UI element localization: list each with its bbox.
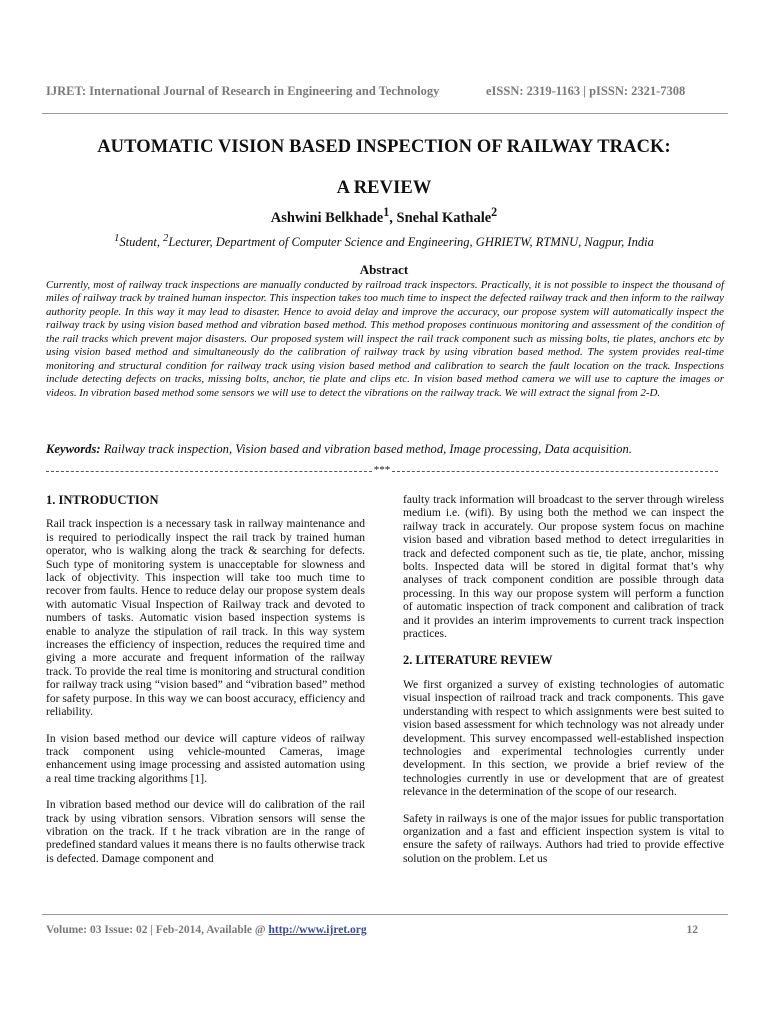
section-separator (46, 462, 718, 478)
title-line-1: AUTOMATIC VISION BASED INSPECTION OF RAILWAY TRACK: (97, 137, 671, 157)
abstract-text: Currently, most of railway track inspections are manually conducted by railroad track inspectors. Practically, it is not possible to inspect the thousand of miles of railway track by trained human inspector. This inspection takes too much time to inspect the defected railway track and then inform to the railway authority people. In this way it may lead to disaster. Hence to avoid delay and improve the accuracy, our propose system will automatically inspect the railway track by using vision based method and vibration based method. This method proposes continuous monitoring and assessment of the condition of the rail tracks which prevent major disasters. Our proposed system will inspect the rail track component such as missing bolts, tie plates, anchors etc by using vision based method and simultaneously do the calibration of railway track by using vibration based method. The system provides real-time monitoring and structural condition for railway track using vision based method and calibration to search the fault location on the track. Inspections include detecting defects on tracks, missing bolts, anchor, tie plate and clips etc. In vision based method camera we will use to capture the images or videos. In vibration based method some sensors we will use to detect the vibrations on the railway track. We will extract the signal from 2-D. (46, 279, 724, 399)
intro-paragraph-3: In vibration based method our device will do calibration of the rail track by using vibration sensors. Vibration sensors will sense the vibration on the track. If t he track vibration are in the range of predefined standard values it means there is no faults otherwise track is defected. Damage component and (46, 799, 365, 865)
header-rule (42, 113, 728, 114)
author-separator: , (389, 209, 397, 226)
author-1: Ashwini Belkhade (270, 209, 384, 226)
right-column (403, 494, 724, 866)
affiliation (0, 233, 768, 250)
intro-paragraph-4: faulty track information will broadcast to the server through wireless medium i.e. (wifi). By using both the method we can inspect the railway track in accurately. Our propose system focus on machine vision based and vibration based method to detect irregularities in track and defected component such as tie, tie plate, anchor, missing bolts. Inspected data will be stored in digital format that’s why analyses of track component condition are possible through data processing. In this way our propose system will perform a function of automatic inspection of track component and calibration of track and it provides an interim improvements to current track inspection practices. (403, 494, 724, 641)
separator-stars: *** (373, 464, 391, 476)
keywords-label: Keywords: (46, 442, 101, 456)
lit-paragraph-2: Safety in railways is one of the major issues for public transportation organization and a fast and efficient inspection system is vital to ensure the safety of railways. Authors had tried to provide effective solution on the problem. Let us (403, 812, 724, 865)
keywords (46, 442, 726, 457)
abstract-heading: Abstract (359, 262, 409, 277)
issn-info: eISSN: 2319-1163 | pISSN: 2321-7308 (486, 84, 686, 98)
literature-review-heading: 2. LITERATURE REVIEW (403, 653, 553, 668)
keywords-text: Railway track inspection, Vision based and vibration based method, Image processing, Data acquisition. (100, 442, 632, 456)
paper-title (0, 127, 768, 209)
page-number: 12 (686, 924, 698, 936)
running-header (46, 84, 726, 99)
affiliation-part-1: Student, (119, 235, 164, 250)
intro-paragraph-1: Rail track inspection is a necessary task in railway maintenance and is required to periodically inspect the rail track by trained human operator, who is walking along the track & searching for defects. Such type of monitoring system is unacceptable for slowness and lack of objectivity. This inspection will take too much time to recover from faults. Hence to reduce delay our propose system deals with automatic Visual Inspection of Railway track and devoted to numbers of tasks. Automatic vision based inspection systems is enable to analyze the stipulation of rail track. In this way system increases the efficiency of inspection, reduces the required time and giving a more accurate and frequent information of the railway track. To provide the real time is monitoring and structural condition for railway track using “vision based” and “vibration based” method for safety purpose. In this way we can boost accuracy, efficiency and reliability. (46, 518, 365, 719)
affiliation-sup-1: 1 (114, 233, 120, 244)
affiliation-part-2: Lecturer, Department of Computer Science and Engineering, GHRIETW, RTMNU, Nagpur, India (168, 235, 654, 250)
introduction-heading: 1. INTRODUCTION (46, 493, 159, 507)
left-column (46, 494, 365, 866)
title-line-2: A REVIEW (336, 178, 432, 198)
journal-name: IJRET: International Journal of Research in Engineering and Technology (46, 84, 440, 98)
separator-dash-right (392, 471, 718, 472)
author-2: Snehal Kathale (396, 209, 492, 226)
footer-volume-info: Volume: 03 Issue: 02 | Feb-2014, Available @ (46, 924, 269, 936)
separator-dash-left (46, 471, 372, 472)
author-1-sup: 1 (383, 205, 390, 219)
running-footer (46, 924, 722, 936)
intro-paragraph-2: In vision based method our device will capture videos of railway track component using vehicle-mounted Cameras, image enhancement using image processing and assisted automation using a real time tracking algorithms [1]. (46, 732, 365, 785)
footer-rule (42, 914, 728, 915)
author-list (0, 205, 768, 227)
lit-paragraph-1: We first organized a survey of existing technologies of automatic visual inspection of railroad track and track components. This gave understanding with respect to which assignments were best suited to vision based assessment for which technology was not already under development. This survey encompassed well-established inspection technologies and experimental technologies currently under development. In this section, we provide a brief review of the technologies currently in use or development that are of greatest relevance in the determination of the scope of our research. (403, 678, 724, 799)
affiliation-sup-2: 2 (163, 233, 169, 244)
author-2-sup: 2 (491, 205, 498, 219)
journal-website-link[interactable]: http://www.ijret.org (268, 924, 367, 936)
